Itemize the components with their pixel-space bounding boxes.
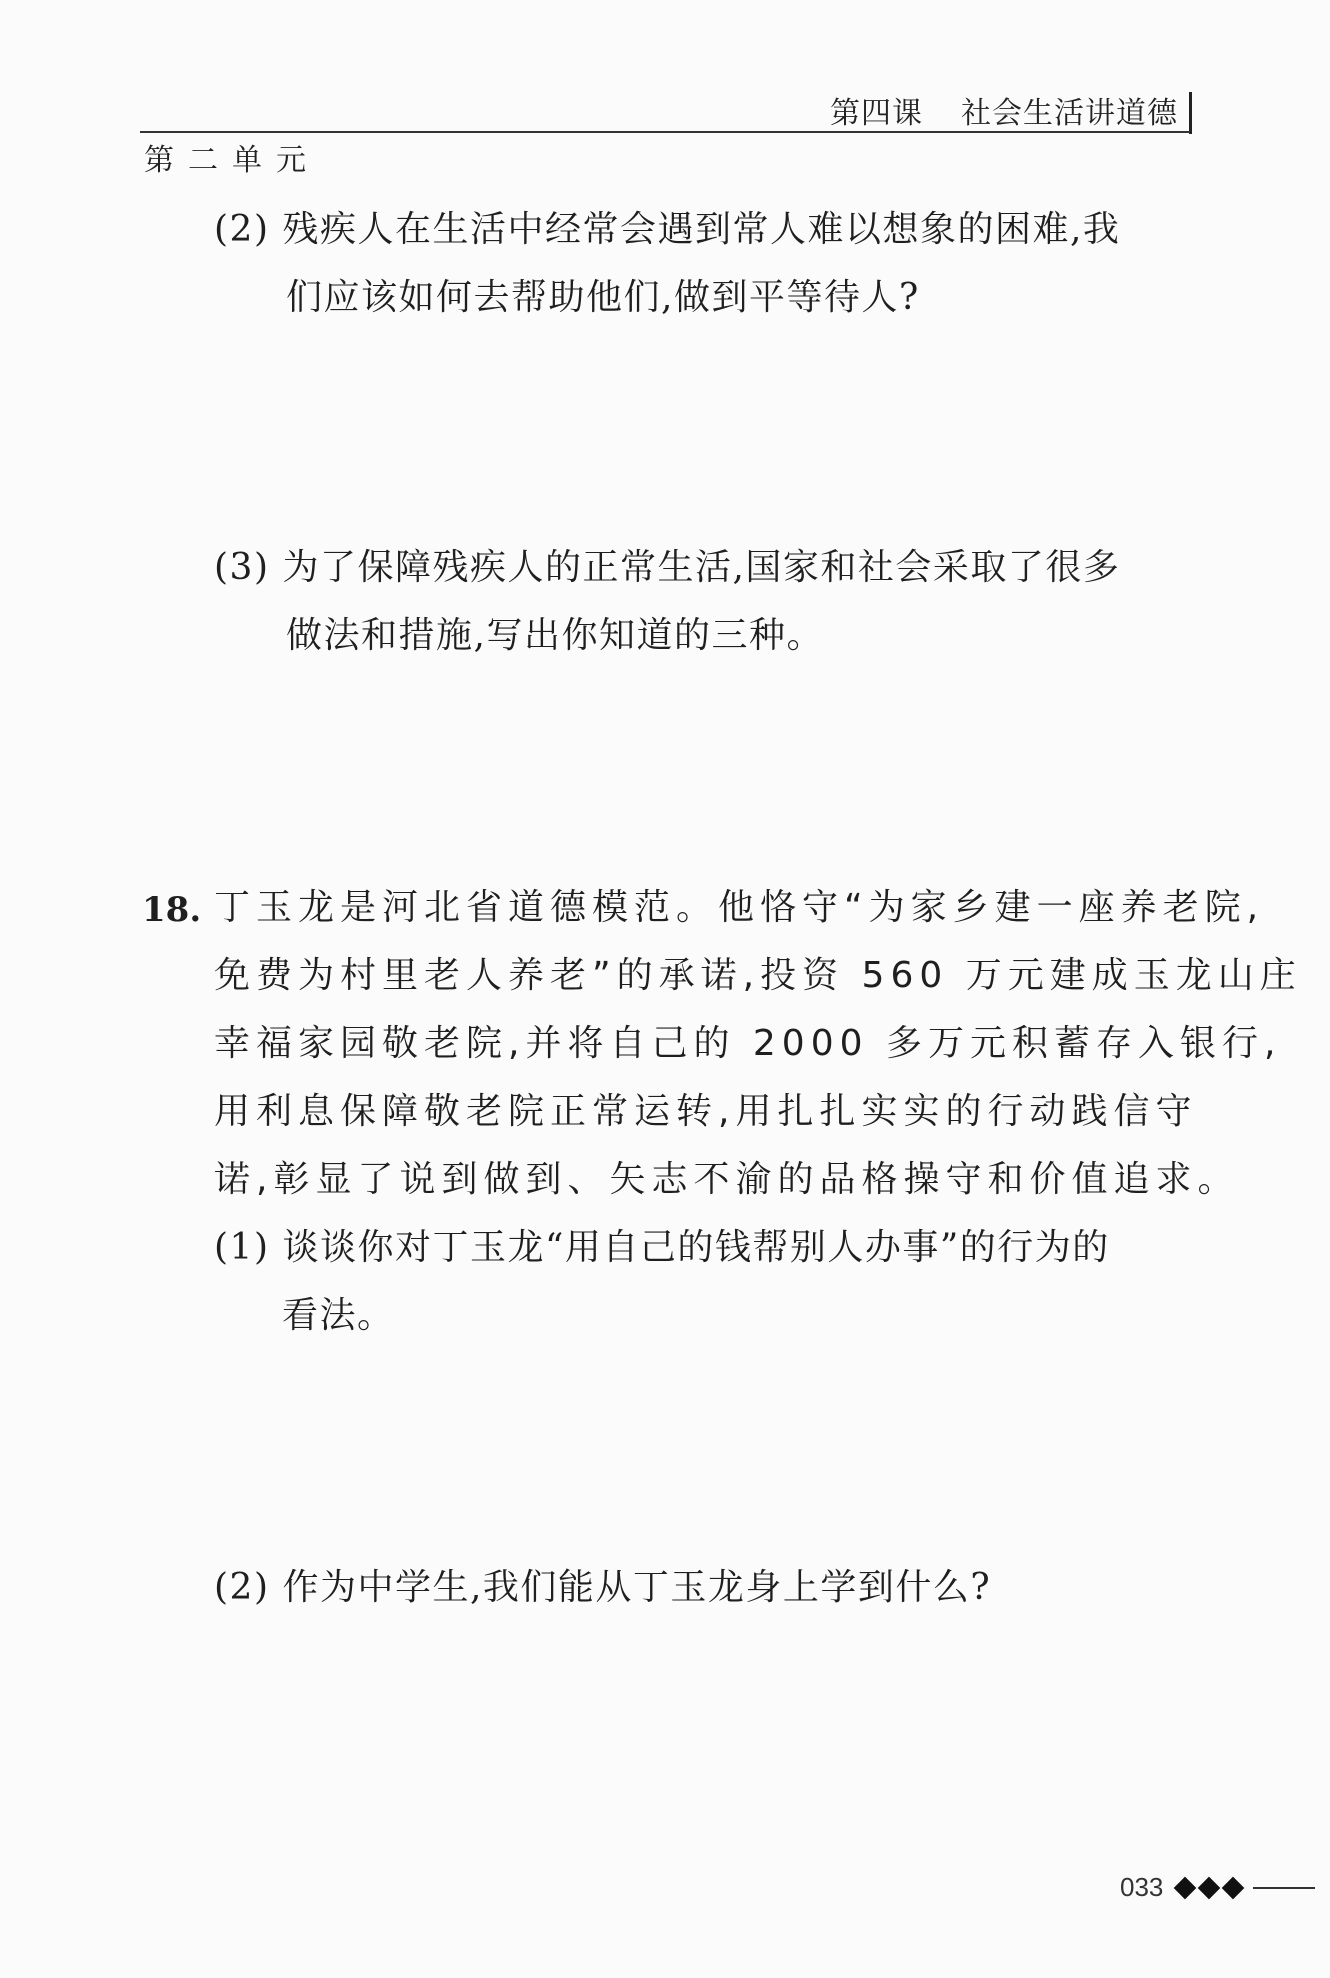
q17-sub3-line1: (3) 为了保障残疾人的正常生活,国家和社会采取了很多 (214, 547, 1121, 588)
diamond-icon (1198, 1876, 1221, 1899)
q18-sub2-line1: (2) 作为中学生,我们能从丁玉龙身上学到什么? (214, 1567, 992, 1608)
footer-rule (1253, 1887, 1315, 1889)
q18-line4: 用利息保障敬老院正常运转,用扎扎实实的行动践信守 (214, 1091, 1198, 1132)
q18-line1: 丁玉龙是河北省道德模范。他恪守“为家乡建一座养老院, (214, 887, 1265, 928)
page-number: 033 (1120, 1872, 1164, 1902)
diamond-icon (1174, 1876, 1197, 1899)
q18-line3: 幸福家园敬老院,并将自己的 2000 多万元积蓄存入银行, (214, 1023, 1282, 1064)
q17-sub3-line2: 做法和措施,写出你知道的三种。 (286, 615, 824, 656)
diamond-icon (1222, 1876, 1245, 1899)
q18-line2: 免费为村里老人养老”的承诺,投资 560 万元建成玉龙山庄 (214, 955, 1302, 996)
header-vertical-bar (1189, 92, 1192, 134)
page-header-lesson (830, 92, 1178, 132)
q18-sub1-line2: 看法。 (282, 1295, 395, 1336)
lesson-title: 社会生活讲道德 (961, 96, 1178, 131)
q18-sub1-line1: (1) 谈谈你对丁玉龙“用自己的钱帮别人办事”的行为的 (214, 1227, 1110, 1268)
lesson-number: 第四课 (830, 96, 923, 131)
q18-number: 18. (142, 890, 202, 930)
page-footer (1120, 1872, 1315, 1903)
header-rule (140, 131, 1190, 133)
q17-sub2-line2: 们应该如何去帮助他们,做到平等待人? (286, 277, 920, 318)
q18-line5: 诺,彰显了说到做到、矢志不渝的品格操守和价值追求。 (214, 1159, 1240, 1200)
unit-label: 第二单元 (144, 143, 320, 178)
q17-sub2-line1: (2) 残疾人在生活中经常会遇到常人难以想象的困难,我 (214, 209, 1121, 250)
